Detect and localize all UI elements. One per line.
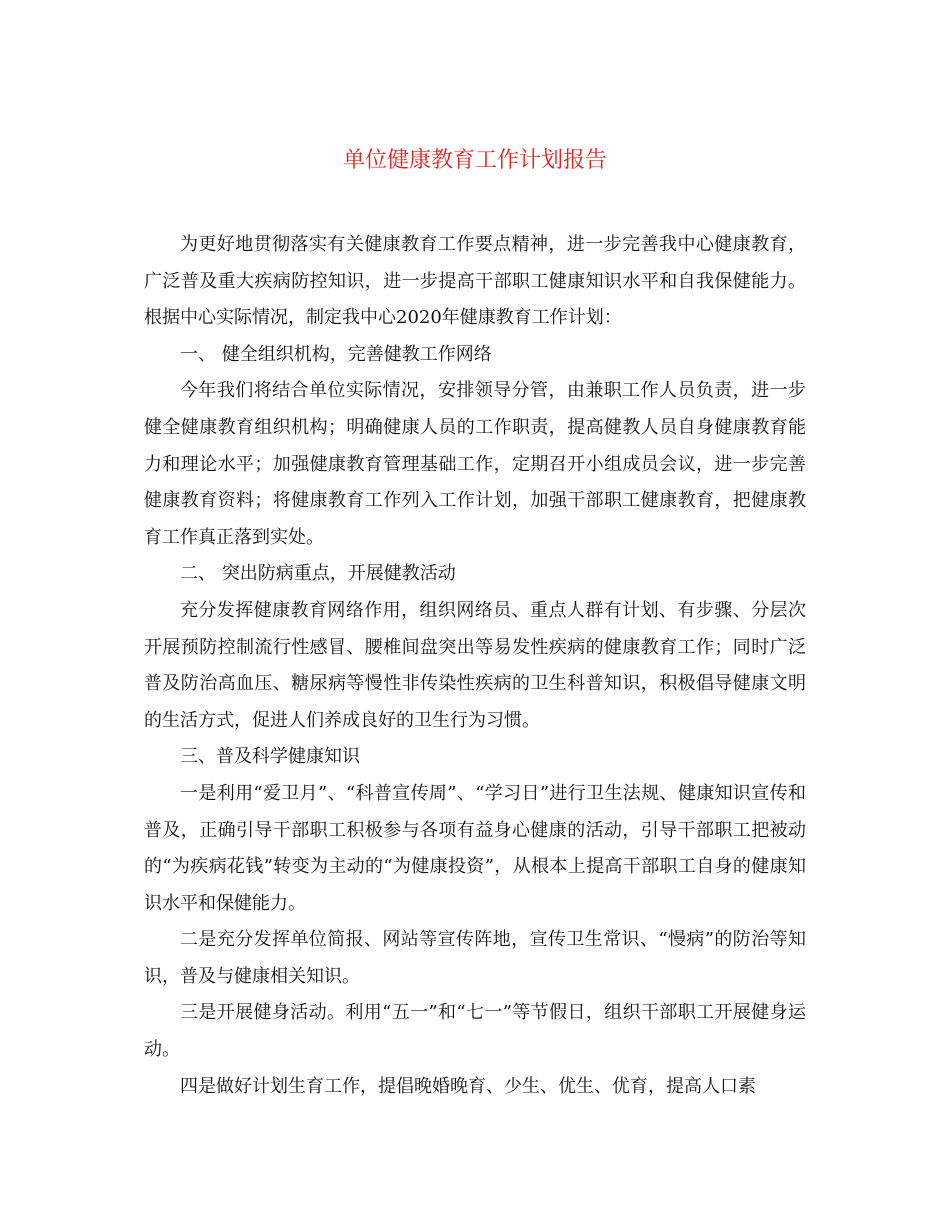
- section-3-item-3: 三是开展健身活动。利用“五一”和“七一”等节假日，组织干部职工开展健身运动。: [144, 1002, 806, 1061]
- section-3-item-4: 四是做好计划生育工作，提倡晚婚晚育、少生、优生、优育，提高人口素: [180, 1075, 756, 1097]
- intro-paragraph: 为更好地贯彻落实有关健康教育工作要点精神，进一步完善我中心健康教育，广泛普及重大疾病防控知识，进一步提高干部职工健康知识水平和自我保健能力。根据中心实际情况，制定我中心2020年健康教育工作计划：: [144, 234, 806, 329]
- section-3-item-1: 一是利用“爱卫月”、“科普宣传周”、“学习日”进行卫生法规、健康知识宣传和普及，正确引导干部职工积极参与各项有益身心健康的活动，引导干部职工把被动的“为疾病花钱”转变为主动的“为健康投资”，从根本上提高干部职工自身的健康知识水平和保健能力。: [144, 782, 806, 914]
- section-3-item-2: 二是充分发挥单位简报、网站等宣传阵地，宣传卫生常识、“慢病”的防治等知识，普及与健康相关知识。: [144, 929, 806, 987]
- section-heading-3: 三、普及科学健康知识: [180, 746, 360, 768]
- section-heading-2: 二、 突出防病重点，开展健教活动: [180, 563, 456, 585]
- document-body: [144, 227, 806, 1105]
- section-1-paragraph: 今年我们将结合单位实际情况，安排领导分管，由兼职工作人员负责，进一步健全健康教育组织机构；明确健康人员的工作职责，提高健教人员自身健康教育能力和理论水平；加强健康教育管理基础工作，定期召开小组成员会议，进一步完善健康教育资料；将健康教育工作列入工作计划，加强干部职工健康教育，把健康教育工作真正落到实处。: [144, 380, 806, 548]
- document-title: 单位健康教育工作计划报告: [342, 148, 607, 173]
- section-2-paragraph: 充分发挥健康教育网络作用，组织网络员、重点人群有计划、有步骤、分层次开展预防控制流行性感冒、腰椎间盘突出等易发性疾病的健康教育工作；同时广泛普及防治高血压、糖尿病等慢性非传染性疾病的卫生科普知识，积极倡导健康文明的生活方式，促进人们养成良好的卫生行为习惯。: [144, 599, 806, 731]
- section-heading-1: 一、 健全组织机构，完善健教工作网络: [180, 343, 492, 365]
